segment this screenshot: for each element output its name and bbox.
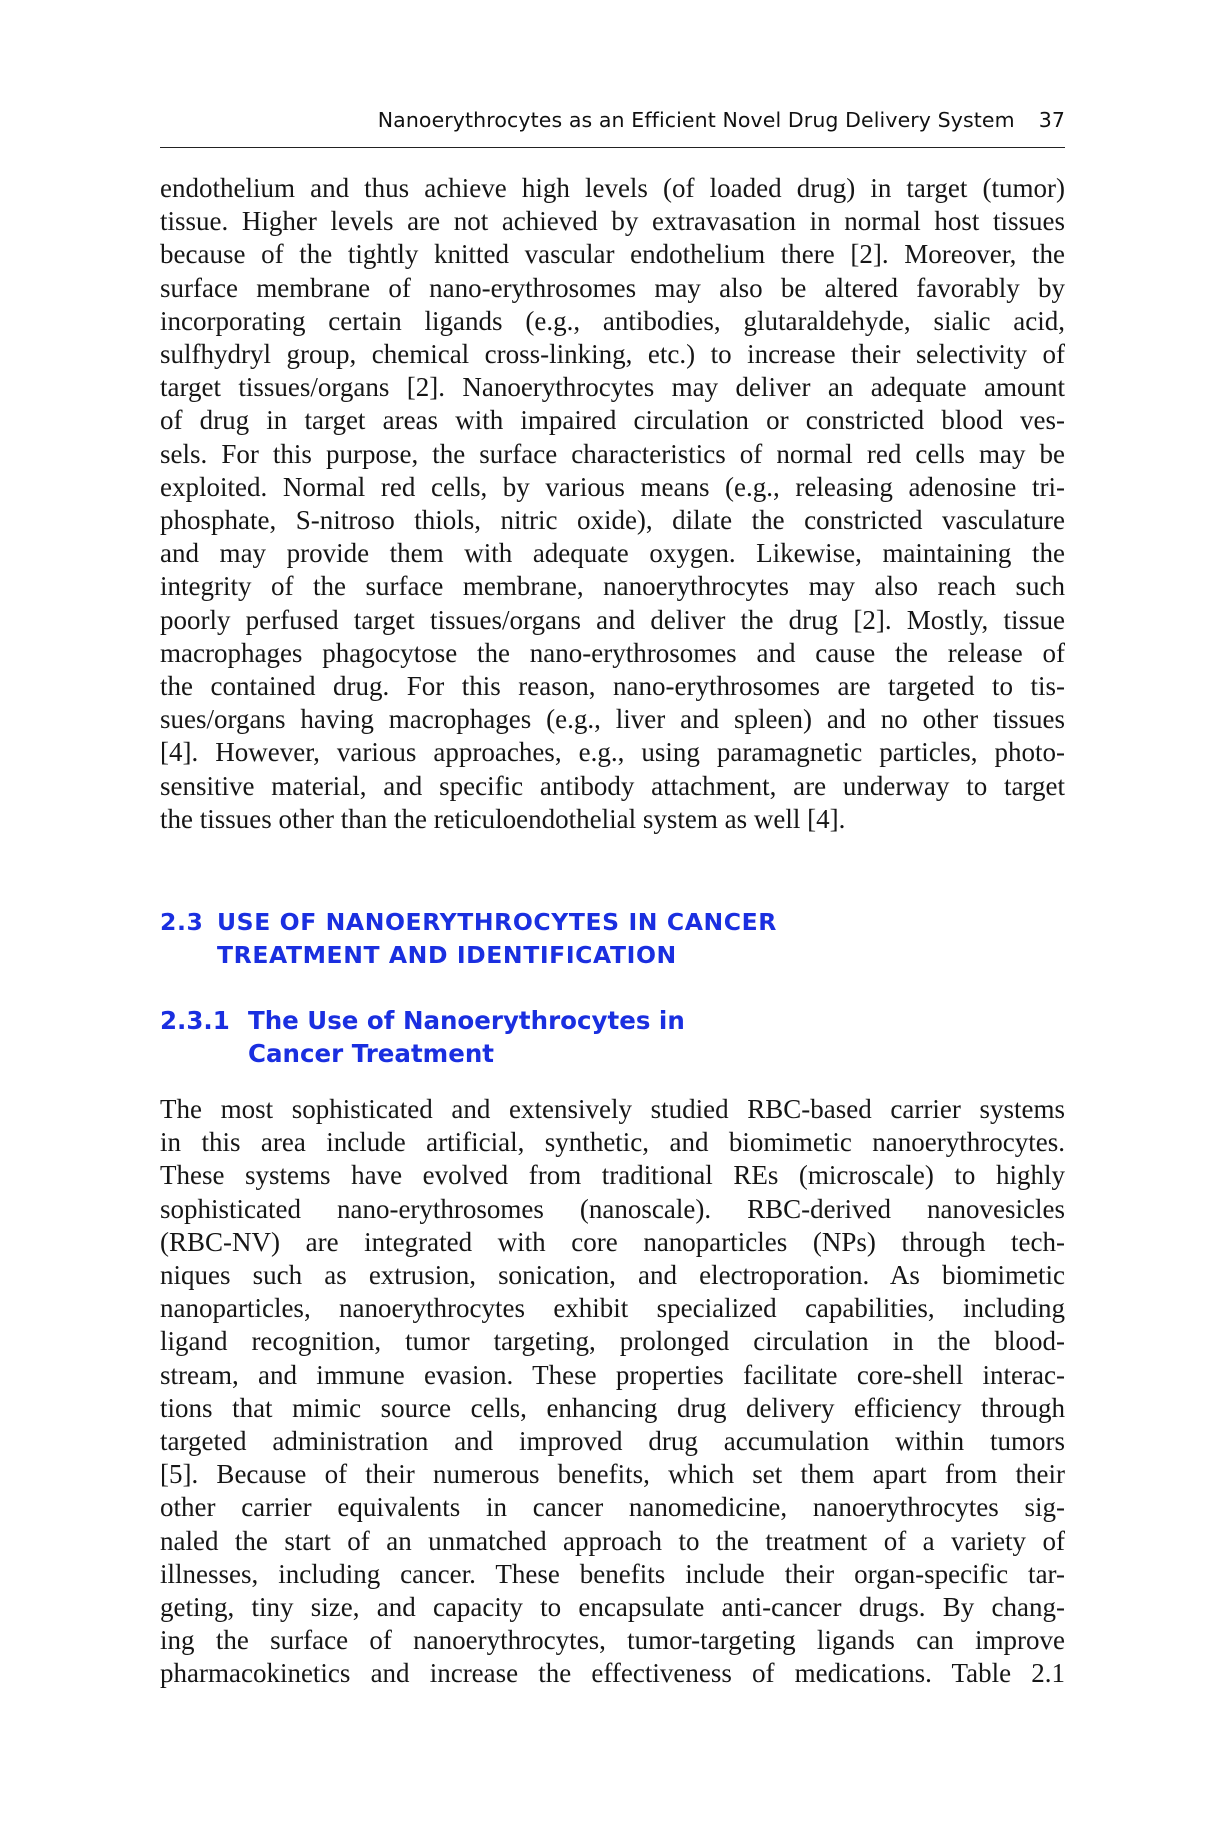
text-line: sophisticated nano-erythrosomes (nanoscale). RBC-derived nanovesicles <box>160 1193 1065 1224</box>
text-line: geting, tiny size, and capacity to encapsulate anti-cancer drugs. By chang- <box>160 1592 1065 1623</box>
text-line: stream, and immune evasion. These properties facilitate core-shell interac- <box>160 1359 1065 1390</box>
text-line: the contained drug. For this reason, nano-erythrosomes are targeted to tis- <box>160 671 1065 702</box>
subsection-title-line-2: Cancer Treatment <box>248 1039 494 1068</box>
text-line: illnesses, including cancer. These benefits include their organ-specific tar- <box>160 1558 1065 1589</box>
text-line: The most sophisticated and extensively studied RBC-based carrier systems <box>160 1094 1065 1124</box>
text-line: ing the surface of nanoerythrocytes, tumor-targeting ligands can improve <box>160 1625 1065 1656</box>
paragraph-1 <box>160 172 1065 836</box>
text-line: sels. For this purpose, the surface characteristics of normal red cells may be <box>160 438 1065 469</box>
text-line: phosphate, S-nitroso thiols, nitric oxide), dilate the constricted vasculature <box>160 505 1065 536</box>
text-line: These systems have evolved from traditional REs (microscale) to highly <box>160 1160 1065 1191</box>
subsection-title-line-1: The Use of Nanoerythrocytes in <box>248 1006 685 1035</box>
section-title-line-1: USE OF NANOERYTHROCYTES IN CANCER <box>217 908 777 936</box>
subsection-number: 2.3.1 <box>160 1006 230 1035</box>
text-line: nanoparticles, nanoerythrocytes exhibit specialized capabilities, including <box>160 1293 1065 1324</box>
page-number: 37 <box>1038 108 1065 132</box>
text-line: other carrier equivalents in cancer nanomedicine, nanoerythrocytes sig- <box>160 1492 1065 1523</box>
text-line: tions that mimic source cells, enhancing drug delivery efficiency through <box>160 1392 1065 1423</box>
running-title: Nanoerythrocytes as an Efficient Novel Drug Delivery System <box>377 108 1015 132</box>
text-line: in this area include artificial, synthetic, and biomimetic nanoerythrocytes. <box>160 1127 1065 1158</box>
paragraph-2 <box>160 1093 1065 1691</box>
running-header <box>160 108 1065 132</box>
subsection-heading <box>160 1004 685 1070</box>
text-line: naled the start of an unmatched approach to the treatment of a variety of <box>160 1525 1065 1556</box>
text-line: macrophages phagocytose the nano-erythrosomes and cause the release of <box>160 637 1065 668</box>
text-line: pharmacokinetics and increase the effectiveness of medications. Table 2.1 <box>160 1658 1065 1689</box>
text-line: niques such as extrusion, sonication, and electroporation. As biomimetic <box>160 1260 1065 1291</box>
text-line: sulfhydryl group, chemical cross-linking, etc.) to increase their selectivity of <box>160 339 1065 370</box>
text-line: incorporating certain ligands (e.g., antibodies, glutaraldehyde, sialic acid, <box>160 305 1065 336</box>
text-line: and may provide them with adequate oxygen. Likewise, maintaining the <box>160 538 1065 569</box>
text-line: target tissues/organs [2]. Nanoerythrocytes may deliver an adequate amount <box>160 372 1065 403</box>
text-line: of drug in target areas with impaired circulation or constricted blood ves- <box>160 405 1065 436</box>
text-line: (RBC-NV) are integrated with core nanoparticles (NPs) through tech- <box>160 1226 1065 1257</box>
text-line: exploited. Normal red cells, by various means (e.g., releasing adenosine tri- <box>160 471 1065 502</box>
text-line: ligand recognition, tumor targeting, prolonged circulation in the blood- <box>160 1326 1065 1357</box>
section-title-line-2: TREATMENT AND IDENTIFICATION <box>217 941 677 969</box>
text-line: poorly perfused target tissues/organs and deliver the drug [2]. Mostly, tissue <box>160 604 1065 635</box>
text-line: targeted administration and improved drug accumulation within tumors <box>160 1426 1065 1457</box>
text-line: [4]. However, various approaches, e.g., using paramagnetic particles, photo- <box>160 737 1065 768</box>
text-line: sensitive material, and specific antibody attachment, are underway to target <box>160 770 1065 801</box>
text-line: because of the tightly knitted vascular endothelium there [2]. Moreover, the <box>160 239 1065 270</box>
text-line: tissue. Higher levels are not achieved by extravasation in normal host tissues <box>160 206 1065 237</box>
text-line: sues/organs having macrophages (e.g., liver and spleen) and no other tissues <box>160 704 1065 735</box>
text-line: surface membrane of nano-erythrosomes may also be altered favorably by <box>160 272 1065 303</box>
text-line: endothelium and thus achieve high levels (of loaded drug) in target (tumor) <box>160 173 1065 203</box>
section-number: 2.3 <box>160 908 204 936</box>
text-line: [5]. Because of their numerous benefits, which set them apart from their <box>160 1459 1065 1490</box>
section-heading <box>160 906 777 972</box>
text-line: integrity of the surface membrane, nanoerythrocytes may also reach such <box>160 571 1065 602</box>
header-rule <box>160 147 1065 148</box>
text-line: the tissues other than the reticuloendothelial system as well [4]. <box>160 803 846 834</box>
